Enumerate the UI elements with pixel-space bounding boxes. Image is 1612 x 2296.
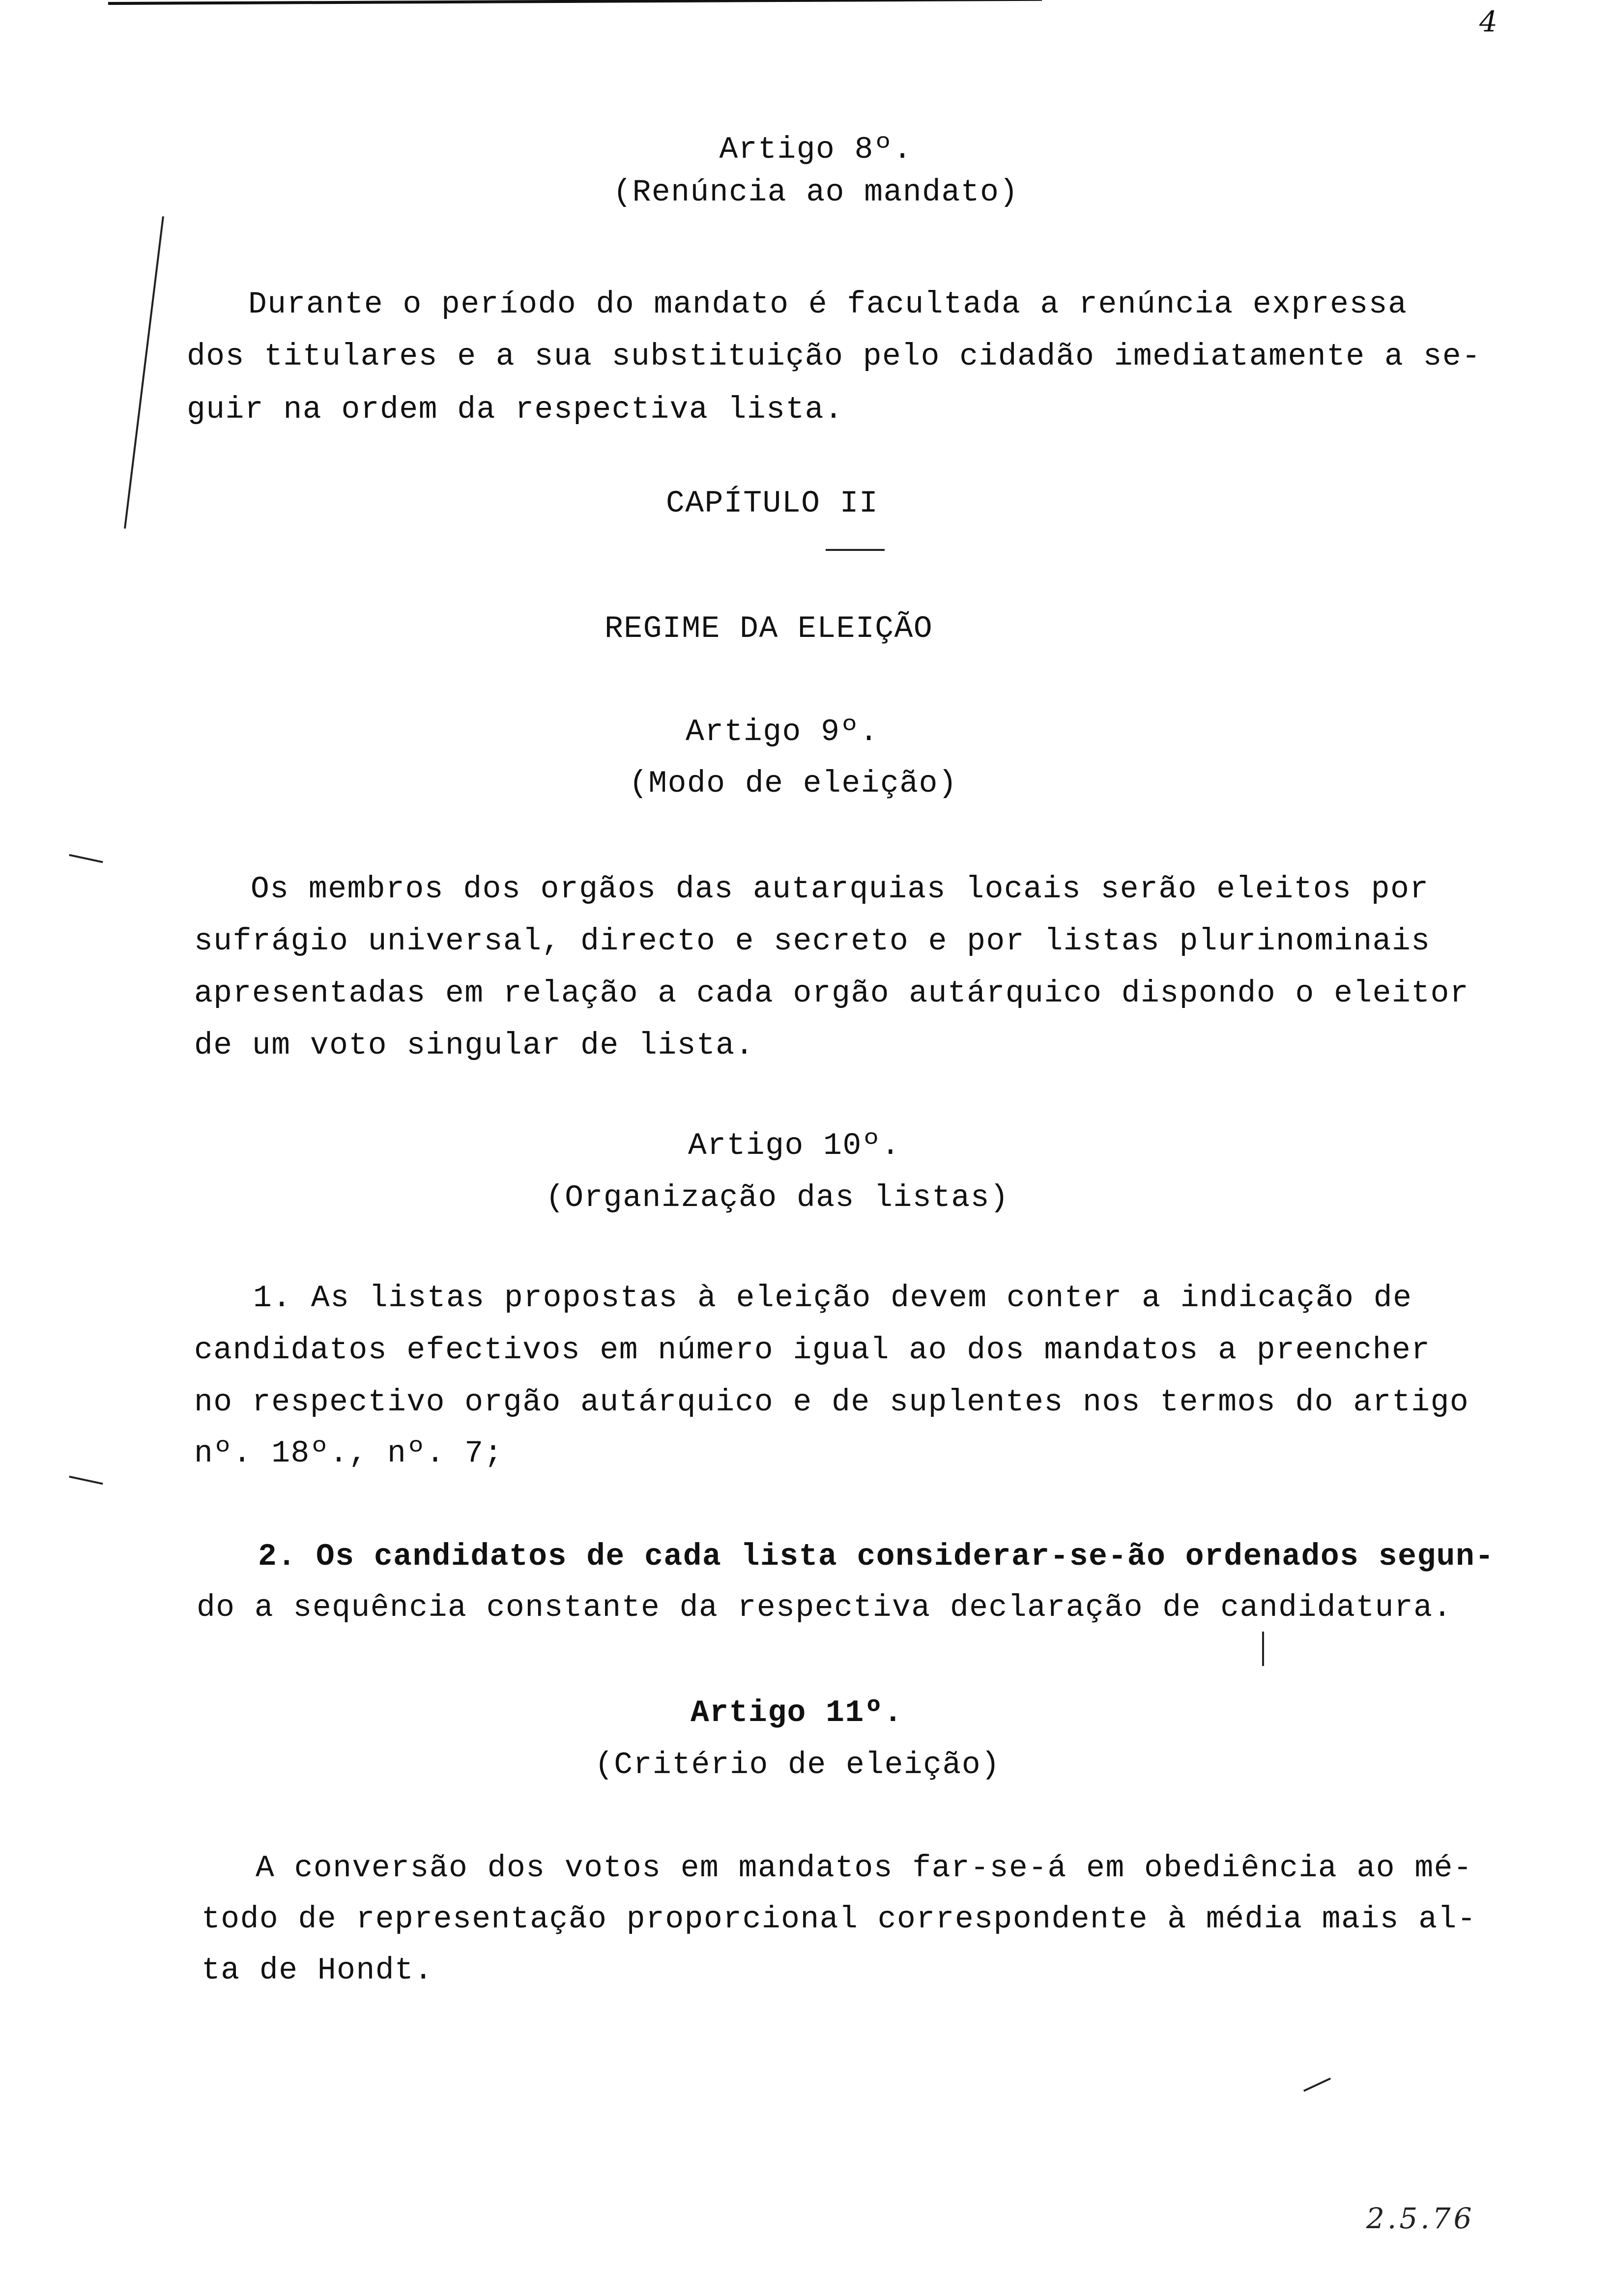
- article-11-paragraph-line-1: A conversão dos votos em mandatos far-se-á em obediência ao mé-: [256, 1851, 1473, 1886]
- article-10-item-2-line-2: do a sequência constante da respectiva declaração de candidatura.: [197, 1590, 1452, 1625]
- pen-mark: [69, 854, 103, 863]
- article-11-subtitle: (Critério de eleição): [595, 1748, 1001, 1782]
- page-number: 4: [1479, 5, 1499, 38]
- handwritten-date: 2.5.76: [1366, 2202, 1475, 2235]
- article-8-paragraph-line-1: Durante o período do mandato é facultada a renúncia expressa: [248, 287, 1408, 322]
- article-10-subtitle: (Organização das listas): [546, 1180, 1009, 1215]
- article-9-subtitle: (Modo de eleição): [629, 766, 958, 801]
- chapter-title: REGIME DA ELEIÇÃO: [604, 611, 933, 646]
- article-9-paragraph-line-2: sufrágio universal, directo e secreto e por listas plurinominais: [194, 924, 1431, 959]
- article-8-subtitle: (Renúncia ao mandato): [613, 175, 1019, 210]
- pen-mark: [1262, 1632, 1264, 1666]
- chapter-separator-rule: [826, 549, 885, 551]
- article-9-paragraph-line-1: Os membros dos orgãos das autarquias locais serão eleitos por: [251, 872, 1429, 907]
- pen-mark: [1303, 2078, 1331, 2092]
- article-9-paragraph-line-4: de um voto singular de lista.: [194, 1028, 754, 1063]
- article-10-heading: Artigo 10º.: [688, 1128, 901, 1163]
- article-8-heading: Artigo 8º.: [719, 132, 913, 167]
- article-10-item-2-line-1: 2. Os candidatos de cada lista considerar-se-ão ordenados segun-: [258, 1539, 1495, 1574]
- chapter-heading: CAPÍTULO II: [666, 486, 879, 521]
- pen-mark: [69, 1476, 103, 1485]
- top-edge-rule: [108, 0, 1042, 5]
- article-11-paragraph-line-3: ta de Hondt.: [202, 1953, 433, 1988]
- article-11-heading: Artigo 11º.: [691, 1695, 903, 1730]
- article-11-paragraph-line-2: todo de representação proporcional correspondente à média mais al-: [202, 1902, 1477, 1937]
- article-10-item-1-line-2: candidatos efectivos em número igual ao dos mandatos a preencher: [194, 1333, 1431, 1368]
- article-10-item-1-line-3: no respectivo orgão autárquico e de suplentes nos termos do artigo: [194, 1385, 1469, 1420]
- article-8-paragraph-line-3: guir na ordem da respectiva lista.: [187, 392, 844, 427]
- article-10-item-1-line-4: nº. 18º., nº. 7;: [194, 1436, 503, 1471]
- article-10-item-1-line-1: 1. As listas propostas à eleição devem conter a indicação de: [253, 1281, 1412, 1316]
- margin-pen-line: [124, 216, 164, 529]
- article-9-heading: Artigo 9º.: [686, 715, 879, 749]
- article-9-paragraph-line-3: apresentadas em relação a cada orgão autárquico dispondo o eleitor: [194, 976, 1469, 1011]
- article-8-paragraph-line-2: dos titulares e a sua substituição pelo cidadão imediatamente a se-: [187, 339, 1481, 374]
